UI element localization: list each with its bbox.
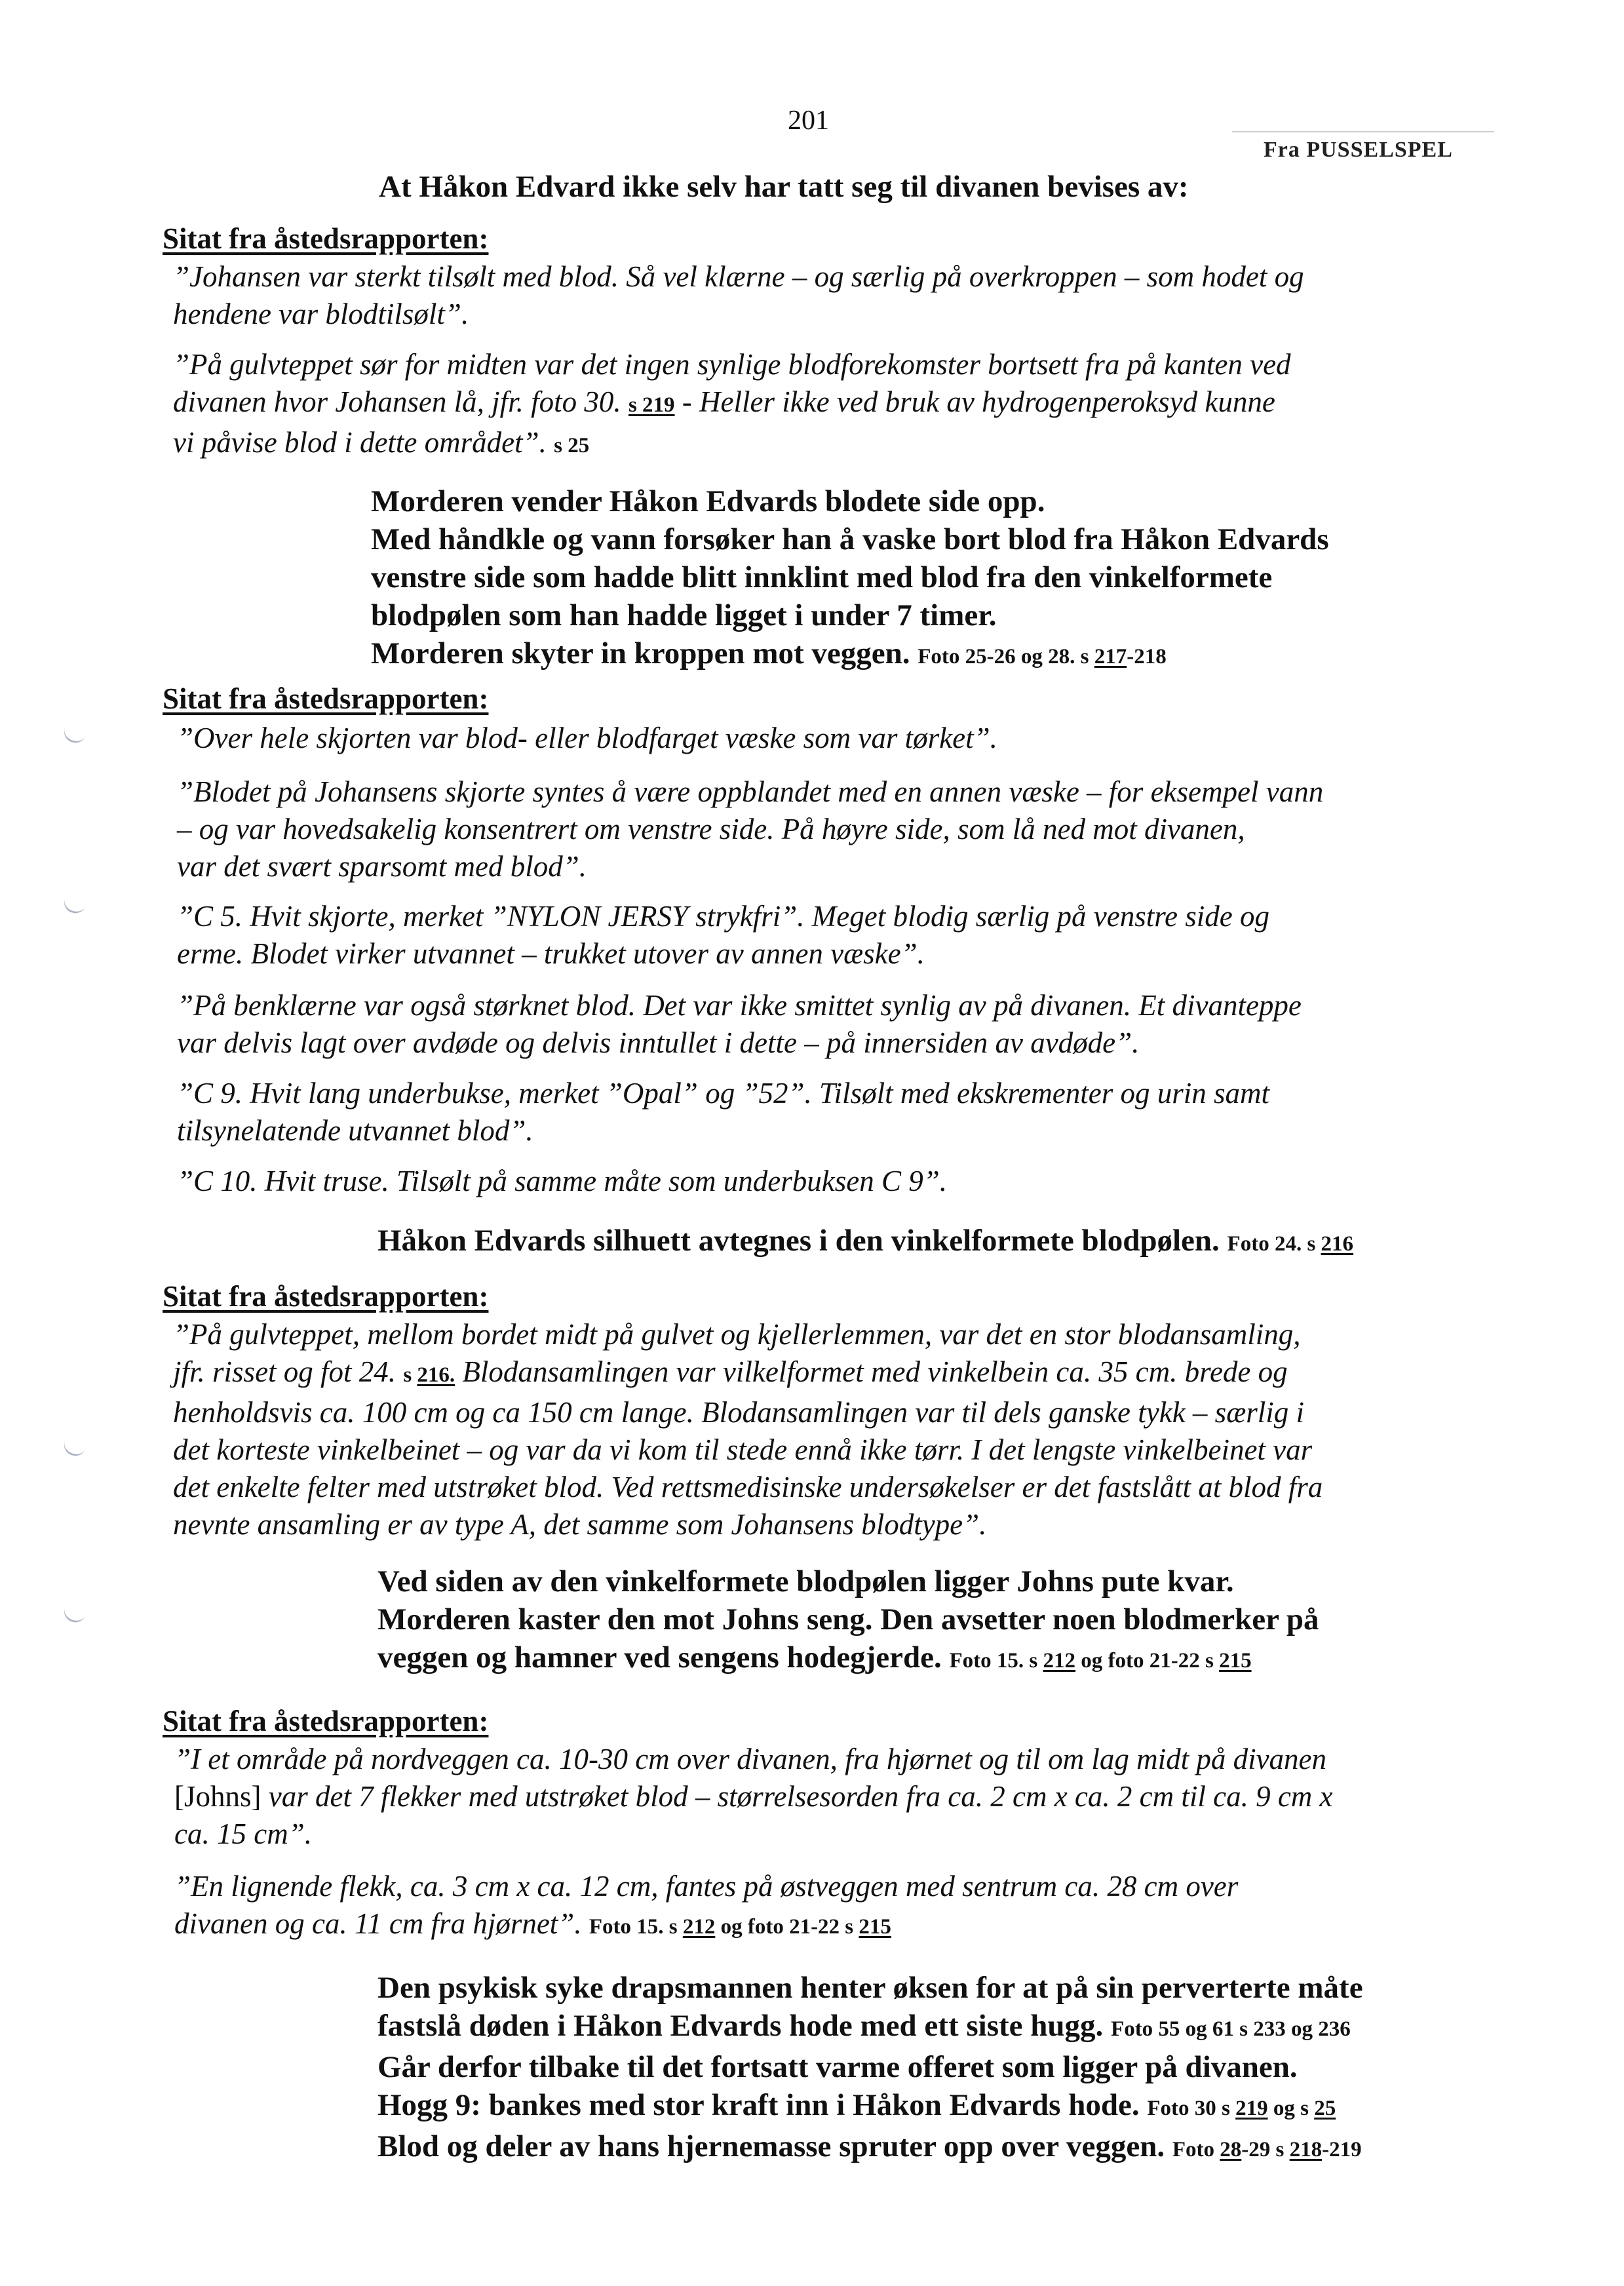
quote bbox=[177, 1075, 1269, 1150]
photo-ref: Foto 28-29 s 218-219 bbox=[1172, 2138, 1362, 2161]
quote-line: ”På gulvteppet sør for midten var det ingen synlige blodforekomster bortsett fra på kanten ved bbox=[173, 348, 1291, 381]
quote-line: ca. 15 cm”. bbox=[174, 1817, 312, 1850]
quote-line: ”Johansen var sterkt tilsølt med blod. Så vel klærne – og særlig på overkroppen – som hodet og bbox=[173, 260, 1304, 293]
quote-line: det korteste vinkelbeinet – og var da vi kom til stede ennå ikke tørr. I det lengste vinkelbeinet var bbox=[173, 1433, 1313, 1466]
narrative-line: Hogg 9: bankes med stor kraft inn i Håkon Edvards hode. Foto 30 s 219 og s 25 bbox=[377, 2088, 1336, 2122]
quote-line: hendene var blodtilsølt”. bbox=[173, 298, 469, 330]
narrative-line: Morderen skyter in kroppen mot veggen. Foto 25-26 og 28. s 217-218 bbox=[371, 636, 1167, 670]
quote-line: ”C 5. Hvit skjorte, merket ”NYLON JERSY strykfri”. Meget blodig særlig på venstre side og bbox=[177, 900, 1270, 933]
photo-ref: Foto 55 og 61 s 233 og 236 bbox=[1111, 2017, 1351, 2041]
page-number: 201 bbox=[788, 106, 829, 136]
quote-line: ”Blodet på Johansens skjorte syntes å være oppblandet med en annen væske – for eksempel vann bbox=[177, 775, 1324, 808]
quote-line: henholdsvis ca. 100 cm og ca 150 cm lange. Blodansamlingen var til dels ganske tykk – særlig i bbox=[173, 1396, 1304, 1429]
quote bbox=[174, 1741, 1333, 1853]
quote-line: ”Over hele skjorten var blod- eller blodfarget væske som var tørket”. bbox=[177, 722, 997, 754]
narrative-line: fastslå døden i Håkon Edvards hode med ett siste hugg. Foto 55 og 61 s 233 og 236 bbox=[377, 2009, 1351, 2043]
quote-line: ”C 9. Hvit lang underbukse, merket ”Opal” og ”52”. Tilsølt med ekskrementer og urin samt bbox=[177, 1077, 1270, 1110]
quote bbox=[173, 1316, 1323, 1543]
quote bbox=[174, 1868, 1238, 1946]
narrative-line: venstre side som hadde blitt innklint med blod fra den vinkelformete bbox=[371, 560, 1273, 594]
narrative-line: Morderen vender Håkon Edvards blodete side opp. bbox=[371, 484, 1045, 518]
source-label: Fra PUSSELSPEL bbox=[1264, 138, 1453, 162]
quote bbox=[177, 987, 1302, 1062]
quote-line: divanen og ca. 11 cm fra hjørnet”. Foto 15. s 212 og foto 21-22 s 215 bbox=[174, 1907, 891, 1940]
narrative-line: veggen og hamner ved sengens hodegjerde. Foto 15. s 212 og foto 21-22 s 215 bbox=[377, 1640, 1252, 1675]
narrative-line: Går derfor tilbake til det fortsatt varme offeret som ligger på divanen. bbox=[377, 2050, 1298, 2084]
quote bbox=[177, 720, 997, 757]
page-ref: s 219 bbox=[628, 393, 675, 417]
quote-line: divanen hvor Johansen lå, jfr. foto 30. s 219 - Heller ikke ved bruk av hydrogenperoksyd kunne bbox=[173, 385, 1275, 418]
section-heading: Sitat fra åstedsrapporten: bbox=[163, 222, 489, 255]
quote bbox=[173, 346, 1291, 465]
quote-line: var delvis lagt over avdøde og delvis inntullet i dette – på innersiden av avdøde”. bbox=[177, 1026, 1140, 1059]
narrative-line: Morderen kaster den mot Johns seng. Den avsetter noen blodmerker på bbox=[377, 1602, 1319, 1637]
quote-line: ”I et område på nordveggen ca. 10-30 cm over divanen, fra hjørnet og til om lag midt på divanen bbox=[174, 1743, 1327, 1775]
photo-ref: Foto 25-26 og 28. s 217-218 bbox=[918, 645, 1167, 668]
narrative-line: Med håndkle og vann forsøker han å vaske bort blod fra Håkon Edvards bbox=[371, 522, 1329, 556]
narrative-line: Den psykisk syke drapsmannen henter øksen for at på sin perverterte måte bbox=[377, 1971, 1363, 2005]
narrative-block bbox=[371, 482, 1329, 676]
punch-hole-mark bbox=[61, 724, 87, 746]
page-title: At Håkon Edvard ikke selv har tatt seg til divanen bevises av: bbox=[379, 170, 1189, 204]
quote-line: erme. Blodet virker utvannet – trukket utover av annen væske”. bbox=[177, 937, 925, 970]
narrative-block bbox=[377, 1222, 1353, 1263]
narrative-line: blodpølen som han hadde ligget i under 7 timer. bbox=[371, 598, 997, 632]
photo-ref: Foto 30 s 219 og s 25 bbox=[1147, 2097, 1336, 2120]
narrative-line: Ved siden av den vinkelformete blodpølen ligger Johns pute kvar. bbox=[377, 1564, 1234, 1598]
quote-line: ”C 10. Hvit truse. Tilsølt på samme måte som underbuksen C 9”. bbox=[177, 1165, 948, 1197]
quote-line: ”En lignende flekk, ca. 3 cm x ca. 12 cm, fantes på østveggen med sentrum ca. 28 cm over bbox=[174, 1870, 1239, 1903]
page-ref: s 25 bbox=[554, 434, 590, 457]
quote-line: var det svært sparsomt med blod”. bbox=[177, 850, 587, 883]
photo-ref: Foto 24. s 216 bbox=[1227, 1232, 1354, 1256]
quote-line: nevnte ansamling er av type A, det samme som Johansens blodtype”. bbox=[173, 1508, 987, 1541]
punch-hole-mark bbox=[61, 895, 87, 916]
quote bbox=[177, 898, 1269, 973]
quote bbox=[177, 773, 1323, 885]
quote-line: jfr. risset og fot 24. s 216. Blodansamlingen var vilkelformet med vinkelbein ca. 35 cm. brede og bbox=[173, 1355, 1288, 1388]
quote-line: ”På gulvteppet, mellom bordet midt på gulvet og kjellerlemmen, var det en stor blodansamling, bbox=[173, 1318, 1301, 1351]
narrative-line: Blod og deler av hans hjernemasse spruter opp over veggen. Foto 28-29 s 218-219 bbox=[377, 2129, 1362, 2163]
quote-line: [Johns] var det 7 flekker med utstrøket blod – størrelsesorden fra ca. 2 cm x ca. 2 cm til ca. 9 cm x bbox=[174, 1780, 1333, 1813]
quote bbox=[173, 258, 1304, 333]
page-ref: s 216. bbox=[403, 1363, 455, 1387]
punch-hole-mark bbox=[61, 1604, 87, 1625]
narrative-block bbox=[377, 1969, 1363, 2169]
section-heading: Sitat fra åstedsrapporten: bbox=[163, 1705, 489, 1737]
quote-line: ”På benklærne var også størknet blod. Det var ikke smittet synlig av på divanen. Et divanteppe bbox=[177, 989, 1302, 1022]
section-heading: Sitat fra åstedsrapporten: bbox=[163, 682, 489, 715]
quote-line: det enkelte felter med utstrøket blod. Ved rettsmedisinske undersøkelser er det fastslått at blod fra bbox=[173, 1471, 1323, 1503]
photo-ref: Foto 15. s 212 og foto 21-22 s 215 bbox=[589, 1915, 891, 1939]
narrative-block bbox=[377, 1562, 1319, 1680]
quote bbox=[177, 1163, 947, 1200]
quote-line: tilsynelatende utvannet blod”. bbox=[177, 1114, 533, 1147]
narrative-line: Håkon Edvards silhuett avtegnes i den vinkelformete blodpølen. Foto 24. s 216 bbox=[377, 1224, 1354, 1258]
photo-ref: Foto 15. s 212 og foto 21-22 s 215 bbox=[949, 1649, 1252, 1673]
quote-line: vi påvise blod i dette området”. s 25 bbox=[173, 426, 590, 459]
punch-hole-mark bbox=[61, 1437, 87, 1459]
section-heading: Sitat fra åstedsrapporten: bbox=[163, 1280, 489, 1313]
quote-line: – og var hovedsakelig konsentrert om venstre side. På høyre side, som lå ned mot divanen, bbox=[177, 813, 1245, 845]
source-rule bbox=[1232, 131, 1494, 132]
